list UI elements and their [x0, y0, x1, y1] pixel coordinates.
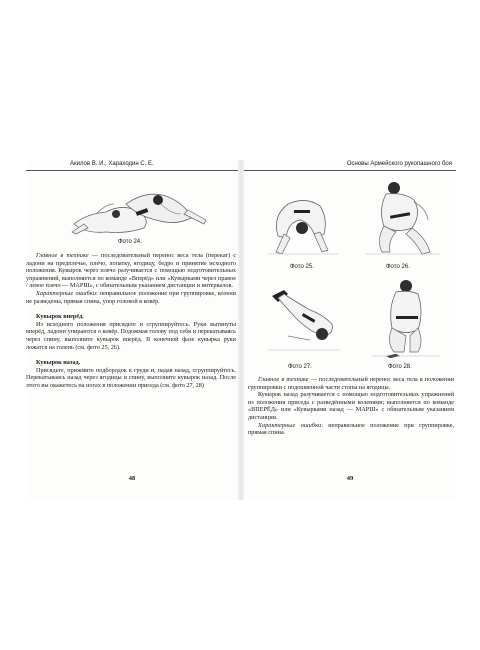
- photo-28: [360, 272, 448, 362]
- left-page: [26, 160, 238, 500]
- forward-roll-text: Из исходного положения присядьте и сгруппируйтесь. Руки вытянуты вперёд, ладони упираются о ковёр. Подожмая голову под себя и перекатываясь через спину, выполните кувырок вперёд. В конечной фазе кувырка руки ложатся на голень (см. фото 25, 26).: [26, 320, 236, 351]
- left-paragraph-1: Главное в технике — последовательный перенос веса тела (перекат) с ладони на предплечье, плечо, лопатку, ягодицу, бедро и принятие исходного положения. Кувырок через плечо разучивается с помощью подготовительных упражнений, выполняется по команде «Вперёд» или «Кувырками через правое / левое плечо — МАРШ», с обязательным указанием дистанции и интервалов.: [26, 252, 236, 290]
- left-running-head: Акилов В. И., Хараходин С. Е.: [26, 160, 238, 171]
- photo-28-caption: Фото 28.: [388, 364, 412, 370]
- photo-26: [356, 174, 448, 260]
- photo-24-caption: Фото 24.: [118, 239, 142, 245]
- photo-25: [258, 176, 348, 260]
- photo-25-caption: Фото 25.: [290, 264, 314, 270]
- right-page-text: [248, 376, 454, 437]
- left-page-text: [26, 252, 236, 390]
- backward-roll-text: Присядьте, прижмите подбородок к груди и, падая назад, сгруппируйтесь. Перекатываясь назад через ягодицы и спину, выполните кувырок назад. После этого вы окажетесь на ногах в положении приседа (см. фото 27, 28): [26, 366, 236, 389]
- left-page-number: 48: [128, 475, 136, 482]
- photo-26-caption: Фото 26.: [386, 264, 410, 270]
- right-paragraph-3: Характерные ошибки: неправильное положение при группировке, прямая спина.: [248, 421, 454, 437]
- right-paragraph-2: Кувырок назад разучивается с помощью подготовительных упражнений из положения приседа с разведёнными коленями; выполняется по команде «ВПЕРЁД» или «Кувырками назад — МАРШ» с обязательным указанием дистанции.: [248, 391, 454, 421]
- photo-27-caption: Фото 27.: [288, 364, 312, 370]
- photo-27: [258, 276, 348, 360]
- left-paragraph-2: Характерные ошибки: неправильное положение при группировке, колени не разведены, прямая спина, упор головой в ковёр.: [26, 289, 236, 305]
- right-page-number: 49: [346, 475, 354, 482]
- forward-roll-heading: Кувырок вперёд.: [36, 313, 84, 321]
- photo-24: [66, 174, 216, 236]
- right-running-head: Основы Армейского рукопашного боя: [244, 160, 456, 171]
- right-page: [244, 160, 456, 500]
- backward-roll-heading: Кувырок назад.: [36, 359, 81, 367]
- right-paragraph-1: Главное в технике — последовательный перенос веса тела в положении группировки с подошвенной части стопы на ягодицы.: [248, 376, 454, 391]
